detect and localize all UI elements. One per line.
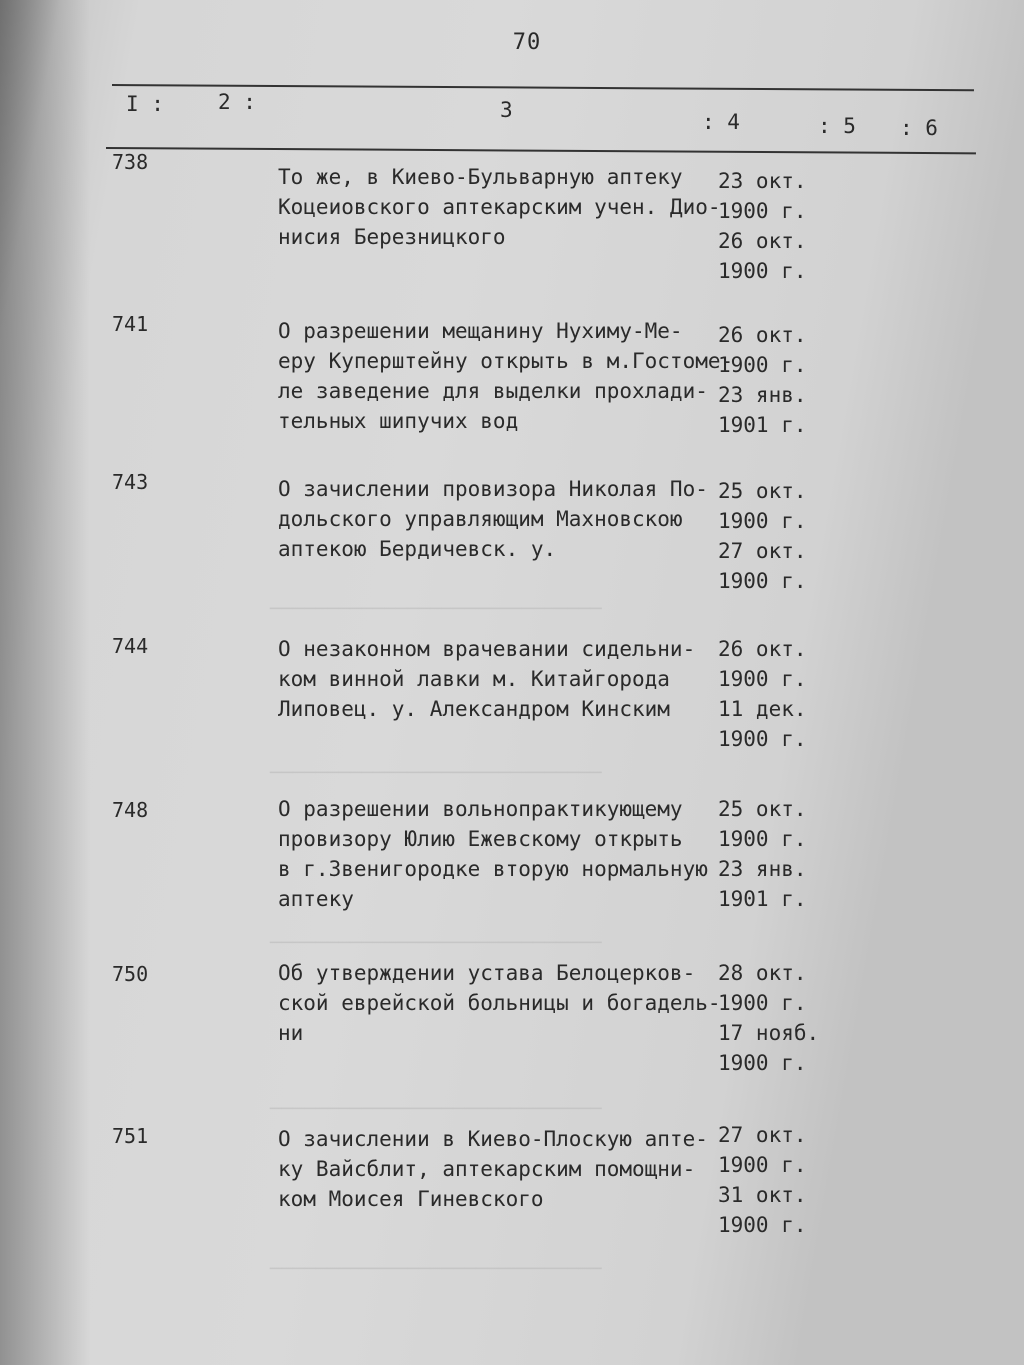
description-line: дольского управляющим Махновскою [278,507,683,531]
description-line: ле заведение для выделки прохлади- [278,379,708,403]
entry-description [278,794,708,914]
date-line: 23 янв. [718,383,807,407]
description-line: тельных шипучих вод [278,409,519,433]
entry-dates [718,1120,807,1240]
date-line: 23 янв. [718,857,807,881]
date-line: 1900 г. [718,259,807,283]
entry-dates [718,794,807,914]
entry-number: 744 [112,634,149,658]
date-line: 1900 г. [718,569,807,593]
description-line: О зачислении в Киево-Плоскую апте- [278,1127,708,1151]
description-line: О разрешении мещанину Нухиму-Ме- [278,319,683,343]
date-line: 27 окт. [718,1123,807,1147]
entry-dates [718,320,807,440]
description-line: О разрешении вольнопрактикующему [278,797,683,821]
entry-description [278,474,708,564]
entry-description [278,1124,708,1214]
description-line: аптекою Бердичевск. у. [278,537,557,561]
date-line: 11 дек. [718,697,807,721]
entry-dates [718,476,807,596]
description-line: еру Куперштейну открыть в м.Гостоме- [278,349,734,373]
description-line: нисия Березницкого [278,225,506,249]
entry-number: 743 [112,470,149,494]
binding-shadow [0,0,90,1365]
entry-description [278,958,721,1048]
entry-description [278,162,721,252]
page-number: 70 [512,30,542,55]
date-line: 23 окт. [718,169,807,193]
date-line: 26 окт. [718,229,807,253]
entry-dates [718,166,807,286]
column-header-2: 2 : [218,90,256,114]
date-line: 26 окт. [718,637,807,661]
date-line: 1900 г. [718,1153,807,1177]
date-line: 1900 г. [718,199,807,223]
description-line: Липовец. у. Александром Кинским [278,697,670,721]
header-bottom-rule [106,147,976,154]
description-line: То же, в Киево-Бульварную аптеку [278,165,683,189]
description-line: Об утверждении устава Белоцерков- [278,961,696,985]
bleed-through-text: ───────────────────────────── [270,762,602,784]
entry-number: 750 [112,962,149,986]
bleed-through-text: ───────────────────────────── [270,932,602,954]
date-line: 28 окт. [718,961,807,985]
column-header-4: : 4 [702,110,740,134]
bleed-through-text: ───────────────────────────── [270,1098,602,1120]
column-header-3: 3 [500,98,513,122]
date-line: 1900 г. [718,1051,807,1075]
description-line: ку Вайсблит, аптекарским помощни- [278,1157,696,1181]
column-header-5: : 5 [818,114,856,138]
description-line: аптеку [278,887,354,911]
entry-dates [718,958,819,1078]
date-line: 1900 г. [718,727,807,751]
date-line: 1900 г. [718,353,807,377]
bleed-through-text: ───────────────────────────── [270,1258,602,1280]
date-line: 25 окт. [718,797,807,821]
description-line: ни [278,1021,304,1045]
date-line: 1900 г. [718,991,807,1015]
date-line: 1900 г. [718,827,807,851]
column-header-1: I : [126,92,164,116]
date-line: 27 окт. [718,539,807,563]
description-line: в г.Звенигородке вторую нормальную [278,857,708,881]
description-line: ком винной лавки м. Китайгорода [278,667,670,691]
column-header-6: : 6 [900,116,938,140]
entry-number: 751 [112,1124,149,1148]
date-line: 1900 г. [718,509,807,533]
description-line: ской еврейской больницы и богадель- [278,991,721,1015]
entry-number: 741 [112,312,149,336]
date-line: 1900 г. [718,667,807,691]
date-line: 1901 г. [718,887,807,911]
entry-dates [718,634,807,754]
description-line: провизору Юлию Ежевскому открыть [278,827,683,851]
description-line: ком Моисея Гиневского [278,1187,544,1211]
date-line: 26 окт. [718,323,807,347]
entry-number: 748 [112,798,149,822]
date-line: 25 окт. [718,479,807,503]
entry-description [278,316,733,436]
date-line: 31 окт. [718,1183,807,1207]
bleed-through-text: ───────────────────────────── [270,598,602,620]
entry-number: 738 [112,150,149,174]
date-line: 1901 г. [718,413,807,437]
date-line: 17 нояб. [718,1021,820,1045]
description-line: Коцеиовского аптекарским учен. Дио- [278,195,721,219]
description-line: О зачислении провизора Николая По- [278,477,708,501]
entry-description [278,634,695,724]
description-line: О незаконном врачевании сидельни- [278,637,696,661]
date-line: 1900 г. [718,1213,807,1237]
